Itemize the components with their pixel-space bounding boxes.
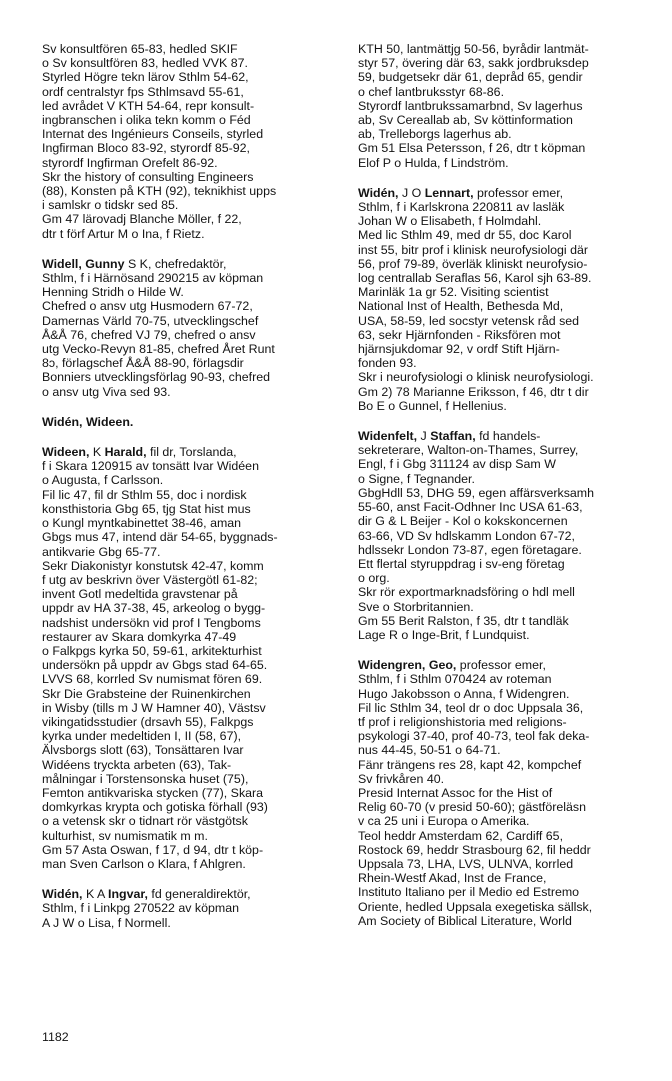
entry-line: led avrådet V KTH 54-64, repr konsult- <box>42 98 255 113</box>
entry-title: S K, chefredaktör, <box>124 256 227 271</box>
entry-line: o org. <box>358 571 390 586</box>
entry-initials: J O <box>401 185 422 200</box>
entry-surname: Wideen, <box>42 445 90 460</box>
entry-line: domkyrkas krypta och gotiska förhall (93) <box>42 800 268 815</box>
entry-given-name: Lennart, <box>424 185 474 200</box>
entry-line: Internat des Ingénieurs Conseils, styrled <box>42 127 264 142</box>
entry-line: o Falkpgs kyrka 50, 59-61, arkitekturhist <box>42 643 262 658</box>
entry-line: nus 44-45, 50-51 o 64-71. <box>358 743 501 758</box>
entry-line: o Signe, f Tegnander. <box>358 471 475 486</box>
entry-line: invent Gotl medeltida gravstenar på <box>42 587 238 602</box>
entry-surname: Widén, <box>42 887 83 902</box>
entry-line: Gm 47 lärovadj Blanche Möller, f 22, <box>42 212 242 227</box>
entry-initials: K A <box>85 887 105 902</box>
entry-line: o Augusta, f Carlsson. <box>42 473 164 488</box>
entry-line: Presid Internat Assoc for the Hist of <box>358 785 553 800</box>
entry-line: Ingfirman Bloco 83-92, styrordf 85-92, <box>42 141 250 156</box>
entry-line: Sv konsultfören 65-83, hedled SKIF <box>42 42 238 56</box>
entry-given-name: Gunny <box>85 256 125 271</box>
entry-line: 59, budgetsekr där 61, depråd 65, gendir <box>358 70 583 85</box>
entry-surname: Widenfelt, <box>358 429 418 444</box>
entry-header-line <box>358 429 650 443</box>
entry-line: A J W o Lisa, f Normell. <box>42 915 171 930</box>
entry-line: hdlssekr London 73-87, egen företagare. <box>358 542 582 557</box>
entry-line: Rhein-Westf Akad, Inst de France, <box>358 871 547 886</box>
entry-title: fil dr, Torslanda, <box>146 445 237 460</box>
entry-title: professor emer, <box>456 658 546 673</box>
entry-surname: Widell, <box>42 256 82 271</box>
entry-line: styrordf Ingfirman Orefelt 86-92. <box>42 155 218 170</box>
biography-entry <box>42 257 340 399</box>
entry-line: dtr t förf Artur M o Ina, f Rietz. <box>42 226 205 241</box>
entry-line: Marinläk 1a gr 52. Visiting scientist <box>358 285 549 300</box>
entry-line: Femton antikvariska stycken (77), Skara <box>42 785 264 800</box>
entry-line: KTH 50, lantmättjg 50-56, byrådir lantmät- <box>358 42 589 56</box>
entry-header-line <box>358 658 650 672</box>
entry-line: Johan W o Elisabeth, f Holmdahl. <box>358 214 542 229</box>
entry-line: Styrled Högre tekn lärov Sthlm 54-62, <box>42 70 249 85</box>
biography-entry <box>358 42 650 170</box>
entry-line: nadshist undersökn vid prof I Tengboms <box>42 615 261 630</box>
entry-line: USA, 58-59, led socstyr vetensk råd sed <box>358 313 580 328</box>
entry-line: Instituto Italiano per il Medio ed Estremo <box>358 885 580 900</box>
entry-line: sekreterare, Walton-on-Thames, Surrey, <box>358 443 579 458</box>
entry-line: Sekr Diakonistyr konstutsk 42-47, komm <box>42 558 264 573</box>
biography-entry <box>42 42 340 241</box>
entry-line: Styrordf lantbrukssamarbnd, Sv lagerhus <box>358 98 583 113</box>
entry-line: målningar i Torstensonska huset (75), <box>42 771 249 786</box>
entry-line: Elof P o Hulda, f Lindström. <box>358 155 509 170</box>
entry-given-name: Ingvar, <box>108 887 148 902</box>
entry-title: professor emer, <box>473 185 564 200</box>
entry-line: Sthlm, f i Karlskrona 220811 av lasläk <box>358 200 565 215</box>
entry-line: styr 57, övering där 63, sakk jordbruksdep <box>358 56 589 71</box>
biography-entry <box>358 429 650 642</box>
biography-entry <box>358 186 650 413</box>
entry-line: tf prof i religionshistoria med religions- <box>358 714 567 729</box>
entry-line: konsthistoria Gbg 65, tjg Stat hist mus <box>42 501 251 516</box>
entry-line: Fänr trängens res 28, kapt 42, kompchef <box>358 757 582 772</box>
entry-line: Hugo Jakobsson o Anna, f Widengren. <box>358 686 570 701</box>
entry-line: Chefred o ansv utg Husmodern 67-72, <box>42 299 253 314</box>
entry-line: ab, Trelleborgs lagerhus ab. <box>358 127 512 142</box>
entry-line: in Wisby (tills m J W Hamner 40), Västsv <box>42 700 266 715</box>
entry-surname: Widengren, <box>358 658 426 673</box>
entry-line: f utg av beskrivn över Västergötl 61-82; <box>42 572 258 587</box>
entry-line: Sve o Storbritannien. <box>358 599 474 614</box>
entry-initials: J <box>420 429 427 444</box>
entry-line: 63-66, VD Sv hdlskamm London 67-72, <box>358 528 575 543</box>
entry-line: ingbranschen i olika tekn komm o Féd <box>42 113 251 128</box>
entry-initials: K <box>92 445 102 460</box>
entry-line: 55-60, anst Facit-Odhner Inc USA 61-63, <box>358 500 583 515</box>
entry-line: o Kungl myntkabinettet 38-46, aman <box>42 516 242 531</box>
entry-line: Sthlm, f i Linkpg 270522 av köpman <box>42 901 239 916</box>
biography-entry <box>42 445 340 871</box>
entry-line: Skr the history of consulting Engineers <box>42 169 254 184</box>
entry-title: fd handels- <box>475 429 541 444</box>
entry-line: Å&Å 76, chefred VJ 79, chefred o ansv <box>42 327 256 342</box>
entry-line: ab, Sv Cereallab ab, Sv köttinformation <box>358 113 573 128</box>
entry-title: fd generaldirektör, <box>147 887 251 902</box>
entry-line: Sthlm, f i Sthlm 070424 av roteman <box>358 672 552 687</box>
entry-line: LVVS 68, korrled Sv numismat fören 69. <box>42 672 263 687</box>
entry-line: Fil lic 47, fil dr Sthlm 55, doc i nordisk <box>42 487 247 502</box>
entry-line: Fil lic Sthlm 34, teol dr o doc Uppsala 36, <box>358 700 584 715</box>
entry-line: undersökn på uppdr av Gbgs stad 64-65. <box>42 658 268 673</box>
entry-line: log centrallab Seraflas 56, Karol sjh 63-89. <box>358 271 592 286</box>
biography-entry <box>358 658 650 928</box>
entry-line: Ett flertal styruppdrag i sv-eng företag <box>358 556 565 571</box>
entry-line: antikvarie Gbg 65-77. <box>42 544 161 559</box>
entry-line: Skr rör exportmarknadsföring o hdl mell <box>358 585 575 600</box>
entry-header-line <box>358 186 650 200</box>
entry-given-name: Staffan, <box>430 429 476 444</box>
entry-line: Gm 2) 78 Marianne Eriksson, f 46, dtr t dir <box>358 384 589 399</box>
entry-line: Skr i neurofysiologi o klinisk neurofysiologi. <box>358 370 594 385</box>
entry-line: o Sv konsultfören 83, hedled VVK 87. <box>42 56 248 71</box>
entry-given-name: Harald, <box>104 445 147 460</box>
left-column <box>42 42 340 946</box>
entry-line: man Sven Carlson o Klara, f Ahlgren. <box>42 856 246 871</box>
entry-header-line <box>42 257 340 271</box>
entry-line: utg Vecko-Revyn 81-85, chefred Året Runt <box>42 342 275 357</box>
entry-line: Widéens tryckta arbeten (63), Tak- <box>42 757 232 772</box>
entry-line: Sv frivkåren 40. <box>358 771 445 786</box>
entry-line: Med lic Sthlm 49, med dr 55, doc Karol <box>358 228 572 243</box>
entry-line: (88), Konsten på KTH (92), teknikhist upps <box>42 184 277 199</box>
entry-line: Relig 60-70 (v presid 50-60); gästföreläsn <box>358 800 586 815</box>
entry-line: o ansv utg Viva sed 93. <box>42 384 171 399</box>
entry-line: 8ɔ, förlagschef Å&Å 88-90, förlagsdir <box>42 356 244 371</box>
entry-line: Skr Die Grabsteine der Ruinenkirchen <box>42 686 251 701</box>
entry-line: i samlskr o tidskr sed 85. <box>42 198 179 213</box>
entry-line: kulturhist, sv numismatik m m. <box>42 828 208 843</box>
entry-line: Rostock 69, heddr Strasbourg 62, fil heddr <box>358 842 591 857</box>
entry-line: Oriente, hedled Uppsala exegetiska sällsk, <box>358 899 593 914</box>
entry-line: restaurer av Skara domkyrka 47-49 <box>42 629 237 644</box>
right-column <box>358 42 650 944</box>
entry-line: o a vetensk skr o tidnart rör västgötsk <box>42 814 248 829</box>
entry-given-name: Geo, <box>428 658 457 673</box>
entry-line: Bonniers utvecklingsförlag 90-93, chefred <box>42 370 270 385</box>
cross-reference-heading: Widén, Wideen. <box>42 414 134 429</box>
entry-line: Am Society of Biblical Literature, World <box>358 913 572 928</box>
entry-line: Gm 55 Berit Ralston, f 35, dtr t tandläk <box>358 613 569 628</box>
entry-line: ordf centralstyr fps Sthlmsavd 55-61, <box>42 84 244 99</box>
entry-line: Uppsala 73, LHA, LVS, ULNVA, korrled <box>358 856 574 871</box>
entry-line: f i Skara 120915 av tonsätt Ivar Widéen <box>42 459 259 474</box>
entry-line: Henning Stridh o Hilde W. <box>42 285 184 300</box>
entry-line: 56, prof 79-89, överläk kliniskt neurofysio- <box>358 256 588 271</box>
entry-header-line <box>42 887 340 901</box>
entry-line: psykologi 37-40, prof 40-73, teol fak deka- <box>358 729 590 744</box>
entry-line: Engl, f i Gbg 311124 av disp Sam W <box>358 457 556 472</box>
entry-line: Teol heddr Amsterdam 62, Cardiff 65, <box>358 828 564 843</box>
entry-line: inst 55, bitr prof i klinisk neurofysiologi där <box>358 242 589 257</box>
entry-line: Lage R o Inge-Brit, f Lundquist. <box>358 627 530 642</box>
entry-line: Bo E o Gunnel, f Hellenius. <box>358 398 507 413</box>
entry-line: Gm 57 Asta Oswan, f 17, d 94, dtr t köp- <box>42 842 264 857</box>
entry-line: v ca 25 uni i Europa o Amerika. <box>358 814 530 829</box>
entry-line: National Inst of Health, Bethesda Md, <box>358 299 564 314</box>
entry-line: Gbgs mus 47, intend där 54-65, byggnads- <box>42 530 278 545</box>
entry-line: GbgHdll 53, DHG 59, egen affärsverksamh <box>358 485 594 500</box>
entry-line: dir G & L Beijer - Kol o kokskoncernen <box>358 514 568 529</box>
entry-surname: Widén, <box>358 185 399 200</box>
entry-line: Gm 51 Elsa Petersson, f 26, dtr t köpman <box>358 141 586 156</box>
entry-line: vikingatidsstudier (drsavh 55), Falkpgs <box>42 714 254 729</box>
entry-line: Älvsborgs slott (63), Tonsättaren Ivar <box>42 743 244 758</box>
entry-line: Damernas Värld 70-75, utvecklingschef <box>42 313 259 328</box>
entry-header-line <box>42 445 340 459</box>
entry-line: hjärnsjukdomar 92, v ordf Stift Hjärn- <box>358 342 560 357</box>
page-number: 1182 <box>42 1030 69 1044</box>
entry-line: kyrka under medeltiden I, II (58, 67), <box>42 729 242 744</box>
entry-line: 63, sekr Hjärnfonden - Riksfören mot <box>358 327 561 342</box>
biography-entry <box>42 887 340 930</box>
entry-line: Sthlm, f i Härnösand 290215 av köpman <box>42 271 264 286</box>
entry-line: fonden 93. <box>358 356 417 371</box>
entry-line: uppdr av HA 37-38, 45, arkeolog o bygg- <box>42 601 266 616</box>
entry-line: o chef lantbruksstyr 68-86. <box>358 84 505 99</box>
